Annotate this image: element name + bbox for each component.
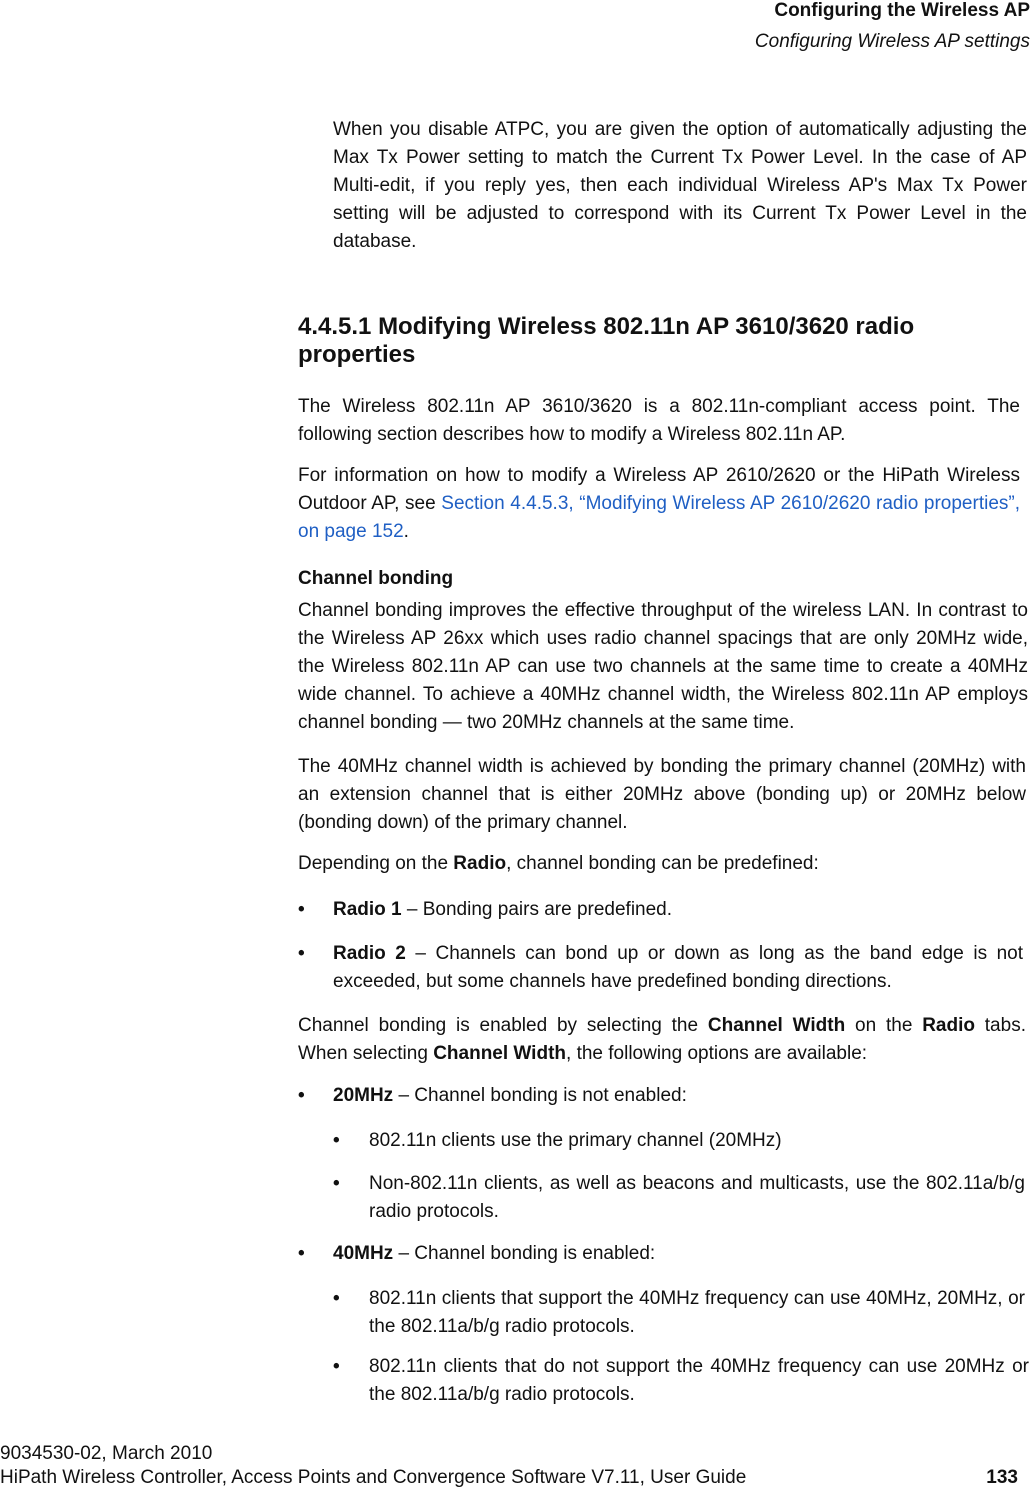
section-title: 4.4.5.1 Modifying Wireless 802.11n AP 3610/3620 radio properties: [298, 313, 915, 368]
list-text: – Channel bonding is not enabled:: [393, 1085, 687, 1106]
width-text-2: on the: [845, 1015, 923, 1036]
radio-text-start: Depending on the: [298, 853, 454, 874]
list-term: Radio 1: [333, 899, 402, 920]
bullet-icon: •: [333, 1173, 340, 1194]
radio-term: Radio: [453, 853, 507, 874]
list-item-radio-1: [333, 896, 1023, 924]
list-term: 40MHz: [333, 1243, 394, 1264]
bullet-icon: •: [298, 899, 305, 920]
list-term: Radio 2: [333, 943, 406, 964]
bullet-icon: •: [333, 1130, 340, 1151]
bullet-icon: •: [298, 1085, 305, 1106]
footer-doc-id: 9034530-02, March 2010: [0, 1443, 213, 1464]
subheading-channel-bonding: Channel bonding: [298, 568, 454, 589]
radio-text-end: , channel bonding can be predefined:: [506, 853, 819, 874]
width-text-4: , the following options are available:: [566, 1043, 868, 1064]
sub-list-item: 802.11n clients use the primary channel (20MHz): [369, 1130, 782, 1151]
list-text: – Bonding pairs are predefined.: [401, 899, 673, 920]
sub-list-item: 802.11n clients that support the 40MHz frequency can use 40MHz, 20MHz, or the 802.11a/b/g radio protocols.: [369, 1288, 1025, 1337]
see-also-end: .: [403, 521, 409, 542]
see-also-text: For information on how to modify a Wireless AP 2610/2620 or the HiPath Wireless Outdoor AP, see: [298, 465, 1020, 514]
list-item-40mhz: [333, 1240, 1023, 1268]
paragraph-channel-bonding: Channel bonding improves the effective throughput of the wireless LAN. In contrast to the Wireless AP 26xx which uses radio channel spacings that are only 20MHz wide, the Wireless 802.11n AP can use two channels at the same time to create a 40MHz wide channel. To achieve a 40MHz channel width, the Wireless 802.11n AP employs channel bonding — two 20MHz channels at the same time.: [298, 600, 1028, 733]
list-term: 20MHz: [333, 1085, 394, 1106]
width-text-1: Channel bonding is enabled by selecting the: [298, 1015, 708, 1036]
channel-width-term: Channel Width: [433, 1043, 567, 1064]
list-item-20mhz: [333, 1082, 1023, 1110]
header-section-title: Configuring Wireless AP settings: [754, 31, 1030, 52]
list-item-radio-2: [333, 940, 1023, 996]
paragraph-ap3610-intro: The Wireless 802.11n AP 3610/3620 is a 802.11n-compliant access point. The following section describes how to modify a Wireless 802.11n AP.: [298, 396, 1020, 445]
bullet-icon: •: [333, 1356, 340, 1377]
channel-width-term: Channel Width: [707, 1015, 846, 1036]
page-number: 133: [986, 1467, 1018, 1488]
paragraph-see-also: [298, 462, 1020, 546]
paragraph-40mhz-width: The 40MHz channel width is achieved by bonding the primary channel (20MHz) with an extension channel that is either 20MHz above (bonding up) or 20MHz below (bonding down) of the primary channel.: [298, 756, 1026, 833]
bullet-icon: •: [298, 943, 305, 964]
width-text-3: tabs. When selecting: [298, 1015, 1026, 1064]
footer-doc-title: HiPath Wireless Controller, Access Points and Convergence Software V7.11, User Guide: [0, 1467, 747, 1488]
paragraph-radio-predefined: [298, 850, 1020, 878]
sub-list-item: 802.11n clients that do not support the 40MHz frequency can use 20MHz or the 802.11a/b/g radio protocols.: [369, 1356, 1029, 1405]
list-text: – Channel bonding is enabled:: [393, 1243, 656, 1264]
bullet-icon: •: [298, 1243, 305, 1264]
radio-term: Radio: [922, 1015, 975, 1036]
header-chapter-title: Configuring the Wireless AP: [774, 0, 1030, 21]
sub-list-item: Non-802.11n clients, as well as beacons and multicasts, use the 802.11a/b/g radio protocols.: [369, 1173, 1025, 1222]
intro-paragraph: When you disable ATPC, you are given the option of automatically adjusting the Max Tx Power setting to match the Current Tx Power Level. In the case of AP Multi-edit, if you reply yes, then each individual Wireless AP's Max Tx Power setting will be adjusted to correspond with its Current Tx Power Level in the database.: [333, 119, 1027, 252]
paragraph-channel-width: [298, 1012, 1026, 1068]
bullet-icon: •: [333, 1288, 340, 1309]
section-reference-link[interactable]: Section 4.4.5.3, “Modifying Wireless AP 2610/2620 radio properties”, on page 152: [298, 493, 1020, 542]
list-text: – Channels can bond up or down as long as the band edge is not exceeded, but some channels have predefined bonding directions.: [333, 943, 1024, 992]
